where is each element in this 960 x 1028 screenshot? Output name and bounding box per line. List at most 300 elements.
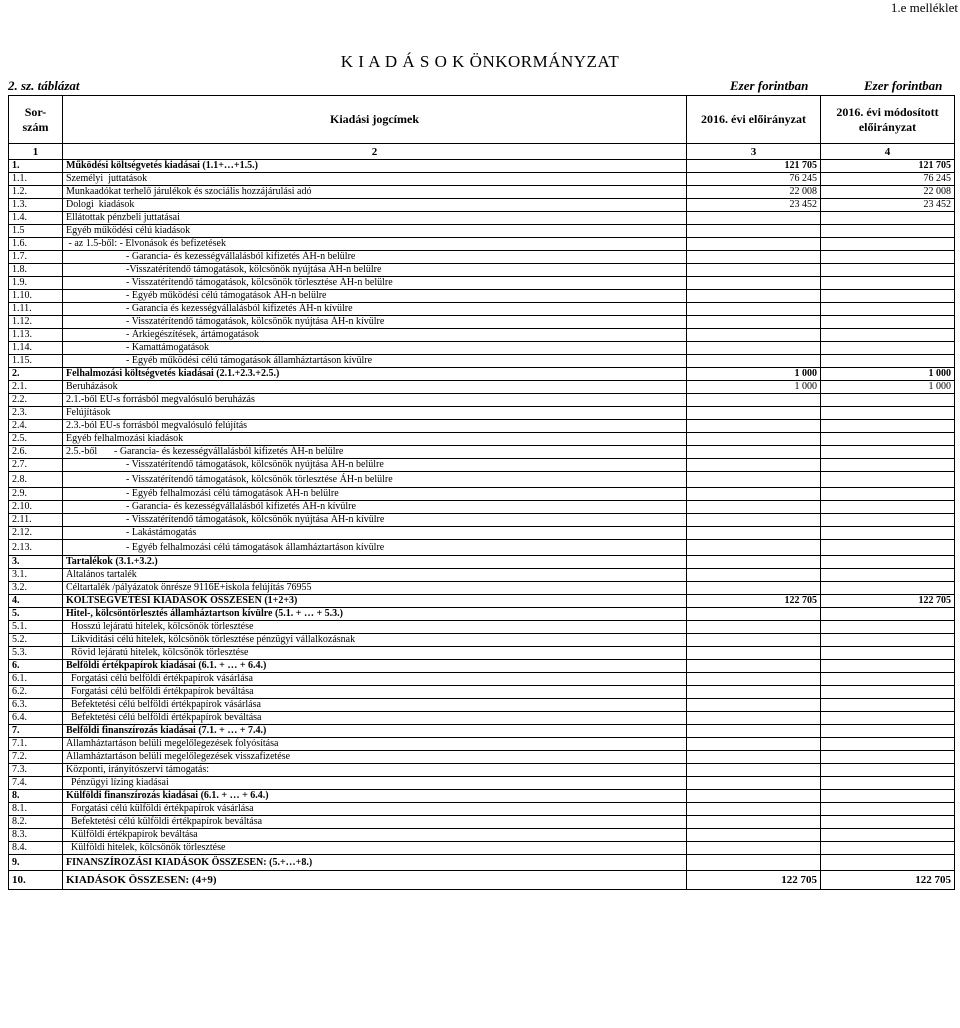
modified-budget-value: 122 705 [821, 871, 955, 890]
row-number: 1.7. [9, 251, 63, 264]
page-title: K I A D Á S O K ÖNKORMÁNYZAT [340, 52, 620, 71]
original-budget-value: 22 008 [687, 186, 821, 199]
row-label: Államháztartáson belüli megelőlegezések folyósítása [63, 738, 687, 751]
row-number: 1. [9, 160, 63, 173]
row-number: 7. [9, 725, 63, 738]
table-row [9, 595, 955, 608]
row-number: 7.2. [9, 751, 63, 764]
row-label: Céltartalék /pályázatok önrésze 9116E+iskola felújítás 76955 [63, 582, 687, 595]
table-row [9, 446, 955, 459]
row-label: Személyi juttatások [63, 173, 687, 186]
original-budget-value [687, 355, 821, 368]
original-budget-value [687, 608, 821, 621]
original-budget-value [687, 394, 821, 407]
table-row [9, 394, 955, 407]
table-row [9, 634, 955, 647]
original-budget-value [687, 738, 821, 751]
row-number: 7.4. [9, 777, 63, 790]
row-number: 8. [9, 790, 63, 803]
modified-budget-value: 76 245 [821, 173, 955, 186]
row-label-text: - Garancia és kezességvállalásból kifizetés ÁH-n kívülre [126, 303, 353, 314]
original-budget-value [687, 725, 821, 738]
modified-budget-value [821, 842, 955, 855]
modified-budget-value [821, 329, 955, 342]
modified-budget-value: 23 452 [821, 199, 955, 212]
row-label-text: - Garancia- és kezességvállalásból kifizetés ÁH-n kívülre [126, 501, 356, 512]
row-label: Külföldi értékpapírok beváltása [63, 829, 687, 842]
original-budget-value [687, 569, 821, 582]
row-label [63, 527, 687, 540]
row-label [63, 342, 687, 355]
row-label: Rövid lejáratú hitelek, kölcsönök törlesztése [63, 647, 687, 660]
row-label: Hosszú lejáratú hitelek, kölcsönök törlesztése [63, 621, 687, 634]
row-label [63, 488, 687, 501]
row-number: 2.5. [9, 433, 63, 446]
row-number: 10. [9, 871, 63, 890]
table-row [9, 303, 955, 316]
modified-budget-value: 1 000 [821, 368, 955, 381]
row-number: 8.4. [9, 842, 63, 855]
original-budget-value [687, 660, 821, 673]
original-budget-value [687, 446, 821, 459]
row-number: 1.4. [9, 212, 63, 225]
row-number: 2.3. [9, 407, 63, 420]
table-row [9, 264, 955, 277]
modified-budget-value: 22 008 [821, 186, 955, 199]
modified-budget-value [821, 569, 955, 582]
row-number: 9. [9, 855, 63, 871]
modified-budget-value [821, 829, 955, 842]
row-number: 1.6. [9, 238, 63, 251]
table-row [9, 329, 955, 342]
modified-budget-value [821, 673, 955, 686]
modified-budget-value [821, 290, 955, 303]
original-budget-value [687, 712, 821, 725]
modified-budget-value [821, 608, 955, 621]
column-number: 1 [9, 144, 63, 160]
row-label-text: - Egyéb működési célú támogatások ÁH-n belülre [126, 290, 327, 301]
original-budget-value [687, 251, 821, 264]
row-label: Forgatási célú külföldi értékpapírok vásárlása [63, 803, 687, 816]
original-budget-value [687, 303, 821, 316]
row-label [63, 277, 687, 290]
table-row [9, 488, 955, 501]
row-number: 1.8. [9, 264, 63, 277]
row-label: Pénzügyi lízing kiadásai [63, 777, 687, 790]
row-label: Külföldi hitelek, kölcsönök törlesztése [63, 842, 687, 855]
row-label: Belföldi finanszírozás kiadásai (7.1. + … + 7.4.) [63, 725, 687, 738]
modified-budget-value [821, 738, 955, 751]
original-budget-value [687, 686, 821, 699]
row-number: 1.2. [9, 186, 63, 199]
row-number: 5.2. [9, 634, 63, 647]
table-row [9, 420, 955, 433]
table-row [9, 764, 955, 777]
table-row [9, 316, 955, 329]
row-label-text: - Egyéb működési célú támogatások államháztartáson kívülre [126, 355, 373, 366]
original-budget-value [687, 634, 821, 647]
modified-budget-value [821, 277, 955, 290]
original-budget-value: 1 000 [687, 381, 821, 394]
modified-budget-value: 1 000 [821, 381, 955, 394]
modified-budget-value [821, 433, 955, 446]
modified-budget-value [821, 712, 955, 725]
row-label-text: - Visszatérítendő támogatások, kölcsönök törlesztése ÁH-n belülre [126, 277, 393, 288]
original-budget-value [687, 472, 821, 488]
modified-budget-value [821, 407, 955, 420]
row-label-text: - Garancia- és kezességvállalásból kifizetés ÁH-n belülre [114, 446, 344, 457]
row-label-text: - Visszatérítendő támogatások, kölcsönök törlesztése ÁH-n belülre [126, 473, 393, 485]
table-row [9, 160, 955, 173]
row-label [63, 501, 687, 514]
row-number: 2.11. [9, 514, 63, 527]
modified-budget-value [821, 855, 955, 871]
table-row [9, 751, 955, 764]
row-number: 2.1. [9, 381, 63, 394]
row-label-text: - Visszatérítendő támogatások, kölcsönök nyújtása ÁH-n kívülre [126, 316, 385, 327]
row-label [63, 316, 687, 329]
modified-budget-value [821, 238, 955, 251]
modified-budget-value [821, 527, 955, 540]
row-label: Hitel-, kölcsöntörlesztés államháztartson kívülre (5.1. + … + 5.3.) [63, 608, 687, 621]
table-row [9, 186, 955, 199]
modified-budget-value [821, 816, 955, 829]
row-label-text: - Visszatérítendő támogatások, kölcsönök nyújtása ÁH-n belülre [126, 459, 384, 470]
table-row [9, 621, 955, 634]
row-label: Ellátottak pénzbeli juttatásai [63, 212, 687, 225]
original-budget-value [687, 647, 821, 660]
table-row [9, 407, 955, 420]
original-budget-value [687, 433, 821, 446]
modified-budget-value [821, 540, 955, 556]
row-label-prefix: 2.5.-ből [66, 446, 98, 457]
table-row [9, 501, 955, 514]
original-budget-value [687, 855, 821, 871]
table-row [9, 842, 955, 855]
table-row [9, 660, 955, 673]
row-label [63, 472, 687, 488]
table-row [9, 368, 955, 381]
row-number: 4. [9, 595, 63, 608]
header-original-budget: 2016. évi előirányzat [687, 96, 821, 144]
table-row [9, 855, 955, 871]
row-number: 8.1. [9, 803, 63, 816]
row-label: Államháztartáson belüli megelőlegezések visszafizetése [63, 751, 687, 764]
row-number: 8.2. [9, 816, 63, 829]
column-number: 2 [63, 144, 687, 160]
row-number: 2.12. [9, 527, 63, 540]
table-row [9, 829, 955, 842]
table-row [9, 290, 955, 303]
modified-budget-value [821, 790, 955, 803]
table-row [9, 712, 955, 725]
row-number: 1.11. [9, 303, 63, 316]
header-expenditure-title: Kiadási jogcímek [63, 96, 687, 144]
original-budget-value [687, 829, 821, 842]
row-number: 6. [9, 660, 63, 673]
row-label: KIADÁSOK ÖSSZESEN: (4+9) [63, 871, 687, 890]
row-label-text: - Visszatérítendő támogatások, kölcsönök nyújtása ÁH-n kívülre [126, 514, 385, 525]
original-budget-value [687, 751, 821, 764]
modified-budget-value [821, 660, 955, 673]
row-label [63, 251, 687, 264]
row-label: Általános tartalék [63, 569, 687, 582]
row-label-text: -Visszatérítendő támogatások, kölcsönök nyújtása ÁH-n belülre [126, 264, 382, 275]
modified-budget-value [821, 647, 955, 660]
row-number: 1.1. [9, 173, 63, 186]
header-row-number: Sor- szám [9, 96, 63, 144]
row-number: 3. [9, 556, 63, 569]
modified-budget-value [821, 764, 955, 777]
row-number: 2.9. [9, 488, 63, 501]
row-number: 2.13. [9, 540, 63, 556]
modified-budget-value [821, 488, 955, 501]
original-budget-value [687, 842, 821, 855]
row-label: KÖLTSÉGVETÉSI KIADÁSOK ÖSSZESEN (1+2+3) [63, 595, 687, 608]
table-row [9, 790, 955, 803]
table-row [9, 608, 955, 621]
original-budget-value [687, 673, 821, 686]
modified-budget-value: 121 705 [821, 160, 955, 173]
modified-budget-value [821, 212, 955, 225]
modified-budget-value [821, 725, 955, 738]
table-row [9, 556, 955, 569]
original-budget-value [687, 790, 821, 803]
table-row [9, 381, 955, 394]
original-budget-value: 121 705 [687, 160, 821, 173]
row-label: Forgatási célú belföldi értékpapírok beváltása [63, 686, 687, 699]
original-budget-value: 76 245 [687, 173, 821, 186]
row-number: 1.12. [9, 316, 63, 329]
table-row [9, 277, 955, 290]
row-label: Belföldi értékpapírok kiadásai (6.1. + … + 6.4.) [63, 660, 687, 673]
header-modified-budget: 2016. évi módosított előirányzat [821, 96, 955, 144]
row-number: 8.3. [9, 829, 63, 842]
row-number: 5.1. [9, 621, 63, 634]
row-number: 1.3. [9, 199, 63, 212]
modified-budget-value [821, 699, 955, 712]
row-label [63, 540, 687, 556]
modified-budget-value [821, 686, 955, 699]
row-number: 2.2. [9, 394, 63, 407]
row-label-text: - Kamattámogatások [126, 342, 210, 353]
column-number: 3 [687, 144, 821, 160]
row-label: Működési költségvetés kiadásai (1.1+…+1.5.) [63, 160, 687, 173]
row-label: 2.1.-ből EU-s forrásból megvalósuló beruházás [63, 394, 687, 407]
row-label-text: - Egyéb felhalmozási célú támogatások államháztartáson kívülre [126, 541, 385, 553]
row-label: Felújítások [63, 407, 687, 420]
table-subheader [0, 78, 960, 94]
row-label-text: - Lakástámogatás [126, 527, 197, 538]
row-label [63, 329, 687, 342]
original-budget-value [687, 264, 821, 277]
table-row [9, 777, 955, 790]
row-number: 1.5 [9, 225, 63, 238]
modified-budget-value [821, 446, 955, 459]
modified-budget-value [821, 251, 955, 264]
original-budget-value [687, 225, 821, 238]
modified-budget-value [821, 556, 955, 569]
modified-budget-value [821, 501, 955, 514]
table-row [9, 803, 955, 816]
row-label-text: - Árkiegészítések, ártámogatások [126, 329, 260, 340]
modified-budget-value [821, 420, 955, 433]
original-budget-value [687, 420, 821, 433]
row-number: 2.10. [9, 501, 63, 514]
row-label [63, 303, 687, 316]
row-label [63, 446, 687, 459]
row-number: 1.14. [9, 342, 63, 355]
modified-budget-value [821, 803, 955, 816]
original-budget-value [687, 514, 821, 527]
unit-label-1: Ezer forintban [730, 78, 809, 93]
modified-budget-value [821, 621, 955, 634]
table-row [9, 173, 955, 186]
original-budget-value [687, 699, 821, 712]
row-number: 2.7. [9, 459, 63, 472]
header-row [9, 96, 955, 144]
row-number: 1.9. [9, 277, 63, 290]
original-budget-value [687, 540, 821, 556]
original-budget-value: 1 000 [687, 368, 821, 381]
original-budget-value [687, 582, 821, 595]
row-label [63, 264, 687, 277]
row-label: Befektetési célú belföldi értékpapírok vásárlása [63, 699, 687, 712]
table-row [9, 738, 955, 751]
row-label: Befektetési célú külföldi értékpapírok beváltása [63, 816, 687, 829]
table-row [9, 673, 955, 686]
row-number: 3.1. [9, 569, 63, 582]
row-number: 2. [9, 368, 63, 381]
row-label: Munkaadókat terhelő járulékok és szociális hozzájárulási adó [63, 186, 687, 199]
column-number-row [9, 144, 955, 160]
row-label-text: - Garancia- és kezességvállalásból kifizetés ÁH-n belülre [126, 251, 356, 262]
original-budget-value: 23 452 [687, 199, 821, 212]
row-label: FINANSZÍROZÁSI KIADÁSOK ÖSSZESEN: (5.+…+8.) [63, 855, 687, 871]
row-number: 1.15. [9, 355, 63, 368]
row-number: 6.4. [9, 712, 63, 725]
original-budget-value [687, 407, 821, 420]
table-row [9, 686, 955, 699]
modified-budget-value [821, 225, 955, 238]
original-budget-value: 122 705 [687, 595, 821, 608]
row-number: 7.1. [9, 738, 63, 751]
row-label: Likviditási célú hitelek, kölcsönök törlesztése pénzügyi vállalkozásnak [63, 634, 687, 647]
modified-budget-value [821, 394, 955, 407]
expenditure-table [8, 95, 955, 890]
original-budget-value [687, 803, 821, 816]
row-number: 1.13. [9, 329, 63, 342]
table-row [9, 569, 955, 582]
table-row [9, 514, 955, 527]
modified-budget-value [821, 472, 955, 488]
row-number: 6.3. [9, 699, 63, 712]
modified-budget-value [821, 355, 955, 368]
original-budget-value [687, 777, 821, 790]
annex-label: 1.e melléklet [890, 0, 958, 15]
row-label-text: - Egyéb felhalmozási célú támogatások ÁH-n belülre [126, 488, 339, 499]
modified-budget-value [821, 264, 955, 277]
original-budget-value [687, 527, 821, 540]
row-number: 1.10. [9, 290, 63, 303]
modified-budget-value [821, 459, 955, 472]
row-number: 5.3. [9, 647, 63, 660]
original-budget-value [687, 290, 821, 303]
table-row [9, 238, 955, 251]
row-label: Külföldi finanszírozás kiadásai (6.1. + … + 6.4.) [63, 790, 687, 803]
row-number: 2.6. [9, 446, 63, 459]
row-label: 2.3.-ból EU-s forrásból megvalósuló felújítás [63, 420, 687, 433]
row-label: Központi, irányítószervi támogatás: [63, 764, 687, 777]
table-row [9, 871, 955, 890]
row-label [63, 290, 687, 303]
unit-label-2: Ezer forintban [864, 78, 943, 93]
table-row [9, 459, 955, 472]
row-number: 2.8. [9, 472, 63, 488]
modified-budget-value [821, 751, 955, 764]
column-number: 4 [821, 144, 955, 160]
row-number: 7.3. [9, 764, 63, 777]
table-row [9, 472, 955, 488]
row-number: 5. [9, 608, 63, 621]
row-label: Tartalékok (3.1.+3.2.) [63, 556, 687, 569]
original-budget-value [687, 277, 821, 290]
row-label: Egyéb működési célú kiadások [63, 225, 687, 238]
row-number: 2.4. [9, 420, 63, 433]
table-row [9, 251, 955, 264]
modified-budget-value [821, 303, 955, 316]
modified-budget-value [821, 316, 955, 329]
row-label: Dologi kiadások [63, 199, 687, 212]
original-budget-value: 122 705 [687, 871, 821, 890]
original-budget-value [687, 342, 821, 355]
original-budget-value [687, 459, 821, 472]
row-number: 6.2. [9, 686, 63, 699]
row-label [63, 459, 687, 472]
modified-budget-value [821, 514, 955, 527]
original-budget-value [687, 329, 821, 342]
original-budget-value [687, 621, 821, 634]
table-row [9, 699, 955, 712]
original-budget-value [687, 501, 821, 514]
row-label: Beruházások [63, 381, 687, 394]
row-label [63, 514, 687, 527]
row-label [63, 355, 687, 368]
original-budget-value [687, 238, 821, 251]
table-row [9, 212, 955, 225]
row-number: 6.1. [9, 673, 63, 686]
original-budget-value [687, 488, 821, 501]
row-label: Egyéb felhalmozási kiadások [63, 433, 687, 446]
table-row [9, 816, 955, 829]
table-row [9, 725, 955, 738]
row-label: - az 1.5-ből: - Elvonások és befizetések [63, 238, 687, 251]
modified-budget-value [821, 634, 955, 647]
table-row [9, 527, 955, 540]
table-label: 2. sz. táblázat [8, 78, 80, 93]
original-budget-value [687, 816, 821, 829]
row-label: Forgatási célú belföldi értékpapírok vásárlása [63, 673, 687, 686]
row-number: 3.2. [9, 582, 63, 595]
original-budget-value [687, 764, 821, 777]
table-row [9, 433, 955, 446]
original-budget-value [687, 212, 821, 225]
table-row [9, 582, 955, 595]
table-row [9, 199, 955, 212]
table-row [9, 225, 955, 238]
table-row [9, 342, 955, 355]
table-row [9, 540, 955, 556]
